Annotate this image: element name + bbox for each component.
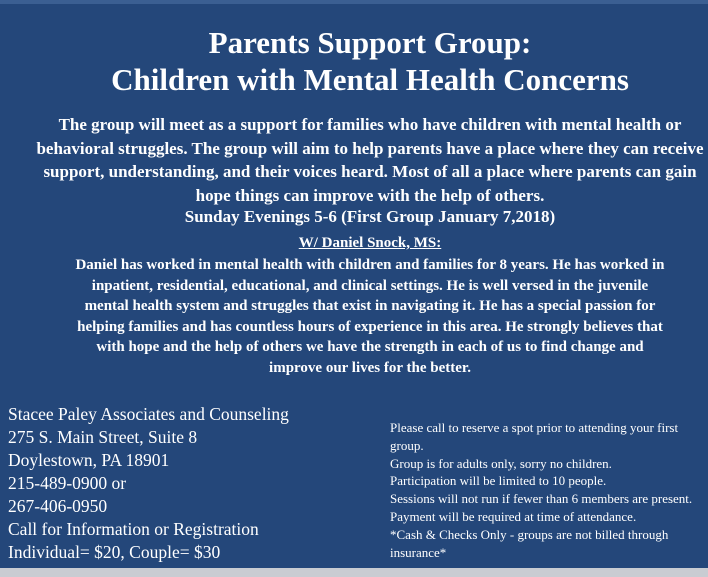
- contact-block: [8, 403, 378, 564]
- contact-street-address: 275 S. Main Street, Suite 8: [8, 427, 198, 447]
- top-edge: [0, 0, 708, 4]
- note-reserve: Please call to reserve a spot prior to attending your first group.: [390, 420, 679, 453]
- note-payment-method: *Cash & Checks Only - groups are not billed through insurance*: [390, 526, 669, 560]
- notes-block: [390, 419, 708, 561]
- contact-call-info: Call for Information or Registration: [8, 519, 259, 539]
- note-payment: Payment will be required at time of attendance.: [390, 508, 637, 524]
- contact-city-state-zip: Doylestown, PA 18901: [8, 450, 170, 470]
- schedule-line: Sunday Evenings 5-6 (First Group January 7,2018): [184, 207, 556, 226]
- presenter-heading: W/ Daniel Snock, MS:: [298, 235, 442, 251]
- contact-phone-2: 267-406-0950: [8, 496, 108, 516]
- note-minimum-members: Sessions will not run if fewer than 6 members are present.: [390, 491, 693, 507]
- title-line-1: Parents Support Group:: [208, 25, 532, 60]
- contact-phone-1: 215-489-0900 or: [8, 473, 127, 493]
- presenter-bio: Daniel has worked in mental health with children and families for 8 years. He has worked in inpatient, residential, educational, and clinical settings. He is well versed in the juvenile mental health system and struggles that exist in navigating it. He has a special passion for helping families and has countless hours of experience in this area. He strongly believes that with hope and the help of others we have the strength in each of us to find change and improve our lives for the better.: [75, 257, 665, 376]
- contact-practice-name: Stacee Paley Associates and Counseling: [8, 404, 289, 424]
- contact-pricing: Individual= $20, Couple= $30: [8, 542, 221, 562]
- title-line-2: Children with Mental Health Concerns: [111, 62, 629, 97]
- flyer-title: [0, 24, 708, 98]
- note-participation-limit: Participation will be limited to 10 people.: [390, 473, 607, 489]
- bottom-bar: [0, 568, 708, 577]
- note-adults-only: Group is for adults only, sorry no children.: [390, 455, 612, 471]
- intro-paragraph: The group will meet as a support for families who have children with mental health or behavioral struggles. The group will aim to help parents have a place where they can receive support, understanding, and their voices heard. Most of all a place where parents can gain hope things can improve with the help of others.: [36, 115, 704, 205]
